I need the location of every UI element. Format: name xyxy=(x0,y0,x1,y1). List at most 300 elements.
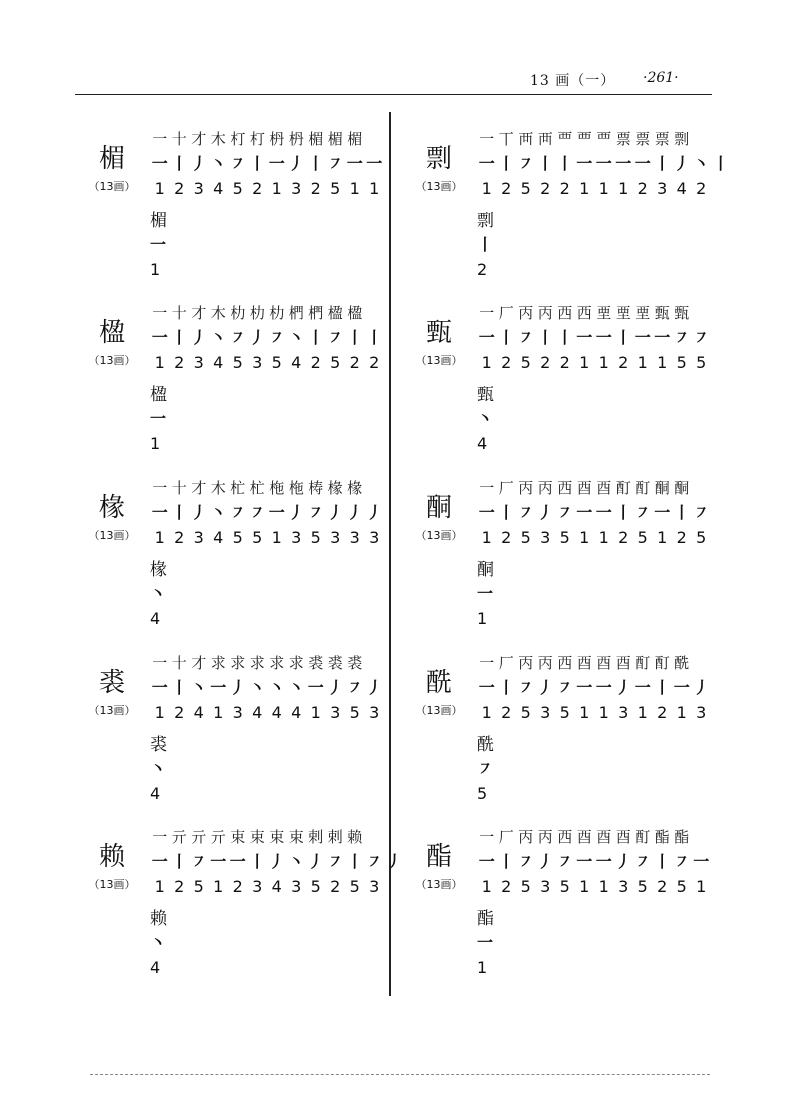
stroke-cell: 一 xyxy=(307,678,324,697)
stroke-sequence-cell: 一 xyxy=(152,130,168,148)
stroke-number-cell: 2 xyxy=(501,179,512,198)
final-stroke: 丶 xyxy=(150,759,167,778)
stroke-number-cell: 5 xyxy=(310,528,321,547)
stroke-number-cell: 5 xyxy=(232,353,243,372)
stroke-number-cell: 1 xyxy=(481,877,492,896)
stroke-number-cell: 5 xyxy=(637,528,648,547)
stroke-sequence-cell: 酉 xyxy=(615,654,631,672)
stroke-sequence-cell: 酊 xyxy=(635,828,651,846)
stroke-cell: ㇇ xyxy=(249,503,266,522)
stroke-sequence-cell: 椚 xyxy=(288,304,304,322)
stroke-number-cell: 1 xyxy=(481,353,492,372)
stroke-cell: ㇇ xyxy=(517,852,534,871)
stroke-number-cell: 3 xyxy=(369,528,380,547)
stroke-cell: 一 xyxy=(576,852,593,871)
stroke-cell: ㇇ xyxy=(556,503,573,522)
stroke-cell: 丿 xyxy=(327,503,344,522)
stroke-number-cell: 3 xyxy=(618,703,629,722)
stroke-cell: ㇇ xyxy=(634,852,651,871)
header-section: 13 画（一） xyxy=(530,73,616,89)
stroke-number-cell: 5 xyxy=(559,703,570,722)
stroke-cell: 一 xyxy=(634,154,651,173)
stroke-row xyxy=(477,326,711,350)
character-entry xyxy=(405,652,735,820)
stroke-number-cell: 2 xyxy=(618,528,629,547)
stroke-sequence-cell: 剌 xyxy=(308,828,324,846)
final-stroke-number: 4 xyxy=(150,609,161,628)
stroke-number-cell: 2 xyxy=(657,703,668,722)
stroke-number-cell: 3 xyxy=(540,877,551,896)
stroke-cell: 丨 xyxy=(346,328,363,347)
stroke-cell: 一 xyxy=(654,503,671,522)
entry-character: 裘 xyxy=(98,668,125,698)
entry-character: 甄 xyxy=(425,318,452,348)
final-character: 裘 xyxy=(150,735,167,755)
stroke-sequence-cell: 襾 xyxy=(537,130,553,148)
stroke-sequence-cell: 求 xyxy=(210,654,226,672)
stroke-row xyxy=(477,501,711,525)
stroke-sequence-cell: 楣 xyxy=(308,130,324,148)
stroke-number-cell: 3 xyxy=(657,179,668,198)
stroke-count-label: （13画） xyxy=(415,704,463,717)
stroke-number-cell: 5 xyxy=(349,877,360,896)
stroke-number-cell: 4 xyxy=(213,353,224,372)
stroke-cell: ㇇ xyxy=(229,154,246,173)
stroke-number-cell: 1 xyxy=(213,877,224,896)
stroke-sequence-cell: 亓 xyxy=(171,828,187,846)
stroke-sequence-cell: 酮 xyxy=(654,479,670,497)
stroke-cell: 丨 xyxy=(366,328,383,347)
stroke-cell: 丨 xyxy=(498,678,515,697)
stroke-number-cell: 2 xyxy=(637,179,648,198)
stroke-sequence-cell: 丙 xyxy=(518,828,534,846)
stroke-cell: 丨 xyxy=(615,328,632,347)
stroke-cell: 丨 xyxy=(654,852,671,871)
stroke-cell: ㇇ xyxy=(366,852,383,871)
entry-character: 剽 xyxy=(425,144,452,174)
stroke-cell: 一 xyxy=(478,678,495,697)
stroke-number-cell: 3 xyxy=(252,353,263,372)
stroke-cell: 丨 xyxy=(615,503,632,522)
stroke-sequence-cell: 束 xyxy=(249,828,265,846)
stroke-number-cell: 4 xyxy=(291,353,302,372)
stroke-sequence-cell: 酰 xyxy=(674,654,690,672)
stroke-count-label: （13画） xyxy=(88,704,136,717)
stroke-cell: 丶 xyxy=(210,503,227,522)
stroke-number-cell: 1 xyxy=(154,703,165,722)
stroke-number-cell: 1 xyxy=(310,703,321,722)
stroke-sequence-row xyxy=(150,652,365,674)
stroke-cell: 丨 xyxy=(498,328,515,347)
stroke-sequence-cell: 楣 xyxy=(347,130,363,148)
stroke-cell: 一 xyxy=(268,154,285,173)
stroke-count-label: （13画） xyxy=(415,354,463,367)
stroke-count-label: （13画） xyxy=(415,529,463,542)
stroke-number-cell: 1 xyxy=(637,703,648,722)
stroke-cell: 一 xyxy=(595,852,612,871)
stroke-number-cell: 1 xyxy=(598,877,609,896)
character-entry xyxy=(405,477,735,645)
stroke-cell: 丨 xyxy=(537,154,554,173)
stroke-number-cell: 3 xyxy=(291,179,302,198)
stroke-sequence-cell: 厂 xyxy=(498,479,514,497)
character-entry xyxy=(78,477,408,645)
stroke-number-cell: 2 xyxy=(232,877,243,896)
stroke-sequence-cell: 朸 xyxy=(269,304,285,322)
final-stroke-number: 1 xyxy=(477,609,488,628)
stroke-sequence-cell: 枬 xyxy=(269,130,285,148)
stroke-number-cell: 2 xyxy=(618,353,629,372)
stroke-count-label: （13画） xyxy=(415,180,463,193)
stroke-sequence-cell: 一 xyxy=(152,654,168,672)
entry-character: 楣 xyxy=(98,144,125,174)
stroke-sequence-cell: 一 xyxy=(479,304,495,322)
stroke-sequence-row xyxy=(150,826,365,848)
stroke-number-cell: 3 xyxy=(369,877,380,896)
final-stroke: 一 xyxy=(150,409,167,428)
stroke-cell: 一 xyxy=(366,154,383,173)
stroke-number-cell: 5 xyxy=(520,877,531,896)
final-stroke-number: 1 xyxy=(477,958,488,977)
stroke-cell: 丿 xyxy=(288,503,305,522)
entry-character: 楹 xyxy=(98,318,125,348)
stroke-sequence-cell: 才 xyxy=(191,304,207,322)
stroke-number-cell: 2 xyxy=(174,353,185,372)
stroke-number-cell: 1 xyxy=(349,179,360,198)
stroke-number-cell: 3 xyxy=(349,528,360,547)
stroke-count-label: （13画） xyxy=(88,354,136,367)
stroke-number-cell: 1 xyxy=(579,179,590,198)
stroke-sequence-cell: 丙 xyxy=(518,304,534,322)
stroke-cell: 丨 xyxy=(307,328,324,347)
stroke-number-cell: 1 xyxy=(369,179,380,198)
stroke-sequence-cell: 酉 xyxy=(576,828,592,846)
stroke-number-row xyxy=(477,876,711,898)
stroke-sequence-cell: 垔 xyxy=(596,304,612,322)
stroke-number-cell: 3 xyxy=(540,703,551,722)
stroke-number-cell: 5 xyxy=(559,528,570,547)
character-entry xyxy=(78,652,408,820)
stroke-cell: 丿 xyxy=(537,503,554,522)
stroke-cell: 丨 xyxy=(346,852,363,871)
stroke-sequence-cell: 椚 xyxy=(308,304,324,322)
stroke-sequence-cell: 垔 xyxy=(635,304,651,322)
stroke-row xyxy=(150,850,404,874)
stroke-cell: ㇇ xyxy=(327,852,344,871)
stroke-cell: 一 xyxy=(576,154,593,173)
stroke-cell: 丶 xyxy=(693,154,710,173)
stroke-sequence-cell: 甄 xyxy=(654,304,670,322)
stroke-number-cell: 5 xyxy=(520,528,531,547)
stroke-cell: 一 xyxy=(576,678,593,697)
stroke-row xyxy=(477,850,711,874)
final-stroke-number: 2 xyxy=(477,260,488,279)
stroke-row xyxy=(150,676,384,700)
stroke-number-cell: 2 xyxy=(174,528,185,547)
stroke-count-label: （13画） xyxy=(88,878,136,891)
stroke-sequence-cell: 朸 xyxy=(249,304,265,322)
stroke-sequence-cell: 覀 xyxy=(557,130,573,148)
stroke-cell: 丨 xyxy=(498,154,515,173)
stroke-number-cell: 2 xyxy=(349,353,360,372)
stroke-number-cell: 2 xyxy=(252,179,263,198)
stroke-sequence-cell: 酊 xyxy=(615,479,631,497)
stroke-number-row xyxy=(150,352,384,374)
stroke-number-cell: 5 xyxy=(252,528,263,547)
stroke-sequence-cell: 一 xyxy=(152,479,168,497)
stroke-cell: 丨 xyxy=(556,154,573,173)
stroke-cell: 丿 xyxy=(288,154,305,173)
stroke-sequence-cell: 酊 xyxy=(635,654,651,672)
stroke-cell: 丨 xyxy=(249,154,266,173)
character-entry xyxy=(405,128,735,296)
stroke-sequence-cell: 束 xyxy=(288,828,304,846)
stroke-sequence-cell: 椽 xyxy=(327,479,343,497)
stroke-cell: ㇇ xyxy=(556,678,573,697)
stroke-sequence-cell: 木 xyxy=(210,304,226,322)
stroke-cell: 一 xyxy=(654,328,671,347)
stroke-cell: 丨 xyxy=(171,328,188,347)
stroke-number-cell: 1 xyxy=(676,703,687,722)
stroke-number-cell: 5 xyxy=(232,179,243,198)
stroke-sequence-cell: 酉 xyxy=(596,479,612,497)
stroke-sequence-cell: 剽 xyxy=(674,130,690,148)
stroke-cell: 丨 xyxy=(171,852,188,871)
stroke-cell: 丨 xyxy=(712,154,729,173)
stroke-cell: 一 xyxy=(615,154,632,173)
stroke-cell: 丿 xyxy=(385,852,402,871)
stroke-sequence-cell: 丙 xyxy=(537,304,553,322)
final-character: 楣 xyxy=(150,211,167,231)
final-character: 剽 xyxy=(477,211,494,231)
stroke-row xyxy=(150,152,384,176)
stroke-number-cell: 2 xyxy=(310,353,321,372)
stroke-sequence-row xyxy=(150,302,365,324)
stroke-number-cell: 4 xyxy=(213,179,224,198)
stroke-number-cell: 2 xyxy=(174,179,185,198)
stroke-number-cell: 5 xyxy=(271,353,282,372)
stroke-sequence-cell: 覀 xyxy=(576,130,592,148)
stroke-row xyxy=(150,326,384,350)
stroke-number-row xyxy=(477,352,711,374)
stroke-cell: ㇇ xyxy=(268,328,285,347)
entry-character: 酮 xyxy=(425,493,452,523)
stroke-number-cell: 5 xyxy=(520,353,531,372)
stroke-number-cell: 5 xyxy=(232,528,243,547)
stroke-sequence-cell: 酮 xyxy=(674,479,690,497)
stroke-cell: 丨 xyxy=(673,503,690,522)
stroke-sequence-cell: 西 xyxy=(557,304,573,322)
stroke-cell: ㇇ xyxy=(517,154,534,173)
stroke-cell: 丶 xyxy=(210,328,227,347)
stroke-sequence-cell: 赖 xyxy=(347,828,363,846)
stroke-sequence-cell: 才 xyxy=(191,130,207,148)
stroke-number-cell: 5 xyxy=(676,353,687,372)
stroke-cell: ㇇ xyxy=(327,328,344,347)
stroke-sequence-cell: 木 xyxy=(210,130,226,148)
final-stroke-number: 5 xyxy=(477,784,488,803)
stroke-number-cell: 3 xyxy=(291,528,302,547)
stroke-number-cell: 5 xyxy=(193,877,204,896)
stroke-number-cell: 4 xyxy=(271,877,282,896)
stroke-number-cell: 1 xyxy=(154,179,165,198)
stroke-number-cell: 3 xyxy=(696,703,707,722)
stroke-count-label: （13画） xyxy=(88,180,136,193)
final-stroke: 丶 xyxy=(150,933,167,952)
stroke-sequence-cell: 西 xyxy=(557,828,573,846)
stroke-number-cell: 5 xyxy=(520,179,531,198)
stroke-cell: 丶 xyxy=(288,852,305,871)
stroke-cell: 一 xyxy=(576,328,593,347)
stroke-cell: 一 xyxy=(595,328,612,347)
stroke-cell: 一 xyxy=(478,154,495,173)
stroke-cell: 丿 xyxy=(366,678,383,697)
stroke-sequence-cell: 丅 xyxy=(498,130,514,148)
stroke-number-cell: 2 xyxy=(676,528,687,547)
stroke-number-cell: 1 xyxy=(598,703,609,722)
stroke-cell: ㇇ xyxy=(307,503,324,522)
stroke-cell: 一 xyxy=(268,503,285,522)
stroke-number-cell: 2 xyxy=(310,179,321,198)
stroke-cell: 丿 xyxy=(673,154,690,173)
stroke-number-row xyxy=(150,178,384,200)
stroke-sequence-cell: 楹 xyxy=(327,304,343,322)
stroke-number-cell: 1 xyxy=(657,528,668,547)
stroke-number-cell: 4 xyxy=(291,703,302,722)
stroke-sequence-cell: 十 xyxy=(171,130,187,148)
stroke-number-cell: 1 xyxy=(154,877,165,896)
stroke-number-cell: 2 xyxy=(501,703,512,722)
stroke-sequence-cell: 亓 xyxy=(191,828,207,846)
stroke-cell: 一 xyxy=(595,678,612,697)
stroke-number-cell: 1 xyxy=(154,353,165,372)
stroke-number-row xyxy=(150,527,384,549)
final-stroke: 丶 xyxy=(477,409,494,428)
stroke-cell: ㇇ xyxy=(693,328,710,347)
final-stroke: ㇇ xyxy=(477,759,494,778)
final-character: 酯 xyxy=(477,909,494,929)
stroke-sequence-cell: 朾 xyxy=(230,130,246,148)
final-stroke-number: 4 xyxy=(477,434,488,453)
stroke-cell: 丨 xyxy=(498,503,515,522)
stroke-cell: 丶 xyxy=(288,678,305,697)
stroke-sequence-cell: 椽 xyxy=(347,479,363,497)
stroke-sequence-cell: 一 xyxy=(479,130,495,148)
stroke-sequence-cell: 覀 xyxy=(596,130,612,148)
stroke-sequence-cell: 酯 xyxy=(674,828,690,846)
stroke-cell: 丨 xyxy=(537,328,554,347)
stroke-cell: 丨 xyxy=(171,154,188,173)
stroke-sequence-cell: 酊 xyxy=(635,479,651,497)
stroke-number-cell: 3 xyxy=(193,179,204,198)
stroke-number-cell: 3 xyxy=(330,528,341,547)
stroke-number-cell: 1 xyxy=(579,528,590,547)
stroke-number-cell: 1 xyxy=(598,528,609,547)
final-stroke-number: 4 xyxy=(150,784,161,803)
character-entry xyxy=(405,302,735,470)
stroke-cell: ㇇ xyxy=(327,154,344,173)
stroke-number-row xyxy=(477,178,711,200)
stroke-number-cell: 2 xyxy=(696,179,707,198)
stroke-cell: 一 xyxy=(151,503,168,522)
stroke-sequence-cell: 甄 xyxy=(674,304,690,322)
stroke-sequence-cell: 求 xyxy=(230,654,246,672)
stroke-sequence-row xyxy=(150,477,365,499)
stroke-number-cell: 4 xyxy=(213,528,224,547)
stroke-sequence-cell: 丙 xyxy=(518,479,534,497)
stroke-sequence-cell: 票 xyxy=(654,130,670,148)
stroke-sequence-row xyxy=(477,128,692,150)
stroke-cell: 丨 xyxy=(498,852,515,871)
stroke-number-cell: 5 xyxy=(676,877,687,896)
stroke-cell: 一 xyxy=(151,852,168,871)
stroke-number-cell: 1 xyxy=(271,528,282,547)
stroke-sequence-cell: 杧 xyxy=(230,479,246,497)
header-rule xyxy=(75,94,712,95)
stroke-sequence-cell: 丙 xyxy=(518,654,534,672)
stroke-sequence-cell: 厂 xyxy=(498,304,514,322)
stroke-sequence-cell: 木 xyxy=(210,479,226,497)
stroke-cell: 一 xyxy=(478,328,495,347)
stroke-sequence-cell: 西 xyxy=(557,479,573,497)
stroke-sequence-cell: 十 xyxy=(171,304,187,322)
stroke-sequence-cell: 朸 xyxy=(230,304,246,322)
stroke-sequence-cell: 柂 xyxy=(288,479,304,497)
stroke-number-cell: 1 xyxy=(579,703,590,722)
stroke-sequence-cell: 求 xyxy=(269,654,285,672)
stroke-number-cell: 5 xyxy=(330,179,341,198)
character-entry xyxy=(405,826,735,994)
stroke-number-cell: 5 xyxy=(696,353,707,372)
stroke-number-cell: 4 xyxy=(193,703,204,722)
final-character: 甄 xyxy=(477,385,494,405)
final-character: 椽 xyxy=(150,560,167,580)
stroke-cell: 丨 xyxy=(249,852,266,871)
stroke-number-cell: 2 xyxy=(540,179,551,198)
stroke-cell: 丨 xyxy=(654,154,671,173)
stroke-sequence-cell: 剌 xyxy=(327,828,343,846)
stroke-cell: 一 xyxy=(595,154,612,173)
stroke-sequence-cell: 酉 xyxy=(576,654,592,672)
stroke-cell: ㇇ xyxy=(229,503,246,522)
stroke-sequence-cell: 酉 xyxy=(596,828,612,846)
stroke-sequence-cell: 才 xyxy=(191,479,207,497)
stroke-sequence-cell: 裘 xyxy=(347,654,363,672)
stroke-cell: 一 xyxy=(634,678,651,697)
stroke-number-cell: 3 xyxy=(193,528,204,547)
stroke-number-cell: 3 xyxy=(193,353,204,372)
final-stroke-number: 1 xyxy=(150,434,161,453)
stroke-cell: 一 xyxy=(210,678,227,697)
stroke-cell: 一 xyxy=(478,852,495,871)
stroke-sequence-cell: 襾 xyxy=(518,130,534,148)
stroke-number-cell: 2 xyxy=(559,179,570,198)
stroke-number-cell: 3 xyxy=(540,528,551,547)
stroke-cell: 丿 xyxy=(190,328,207,347)
stroke-sequence-cell: 束 xyxy=(230,828,246,846)
stroke-sequence-cell: 丙 xyxy=(537,828,553,846)
stroke-count-label: （13画） xyxy=(88,529,136,542)
stroke-number-cell: 2 xyxy=(540,353,551,372)
stroke-sequence-cell: 求 xyxy=(249,654,265,672)
stroke-sequence-cell: 票 xyxy=(635,130,651,148)
stroke-sequence-cell: 西 xyxy=(557,654,573,672)
stroke-sequence-cell: 丙 xyxy=(537,654,553,672)
stroke-sequence-cell: 求 xyxy=(288,654,304,672)
stroke-number-cell: 2 xyxy=(369,353,380,372)
stroke-sequence-row xyxy=(150,128,365,150)
final-stroke: 丨 xyxy=(477,235,494,254)
